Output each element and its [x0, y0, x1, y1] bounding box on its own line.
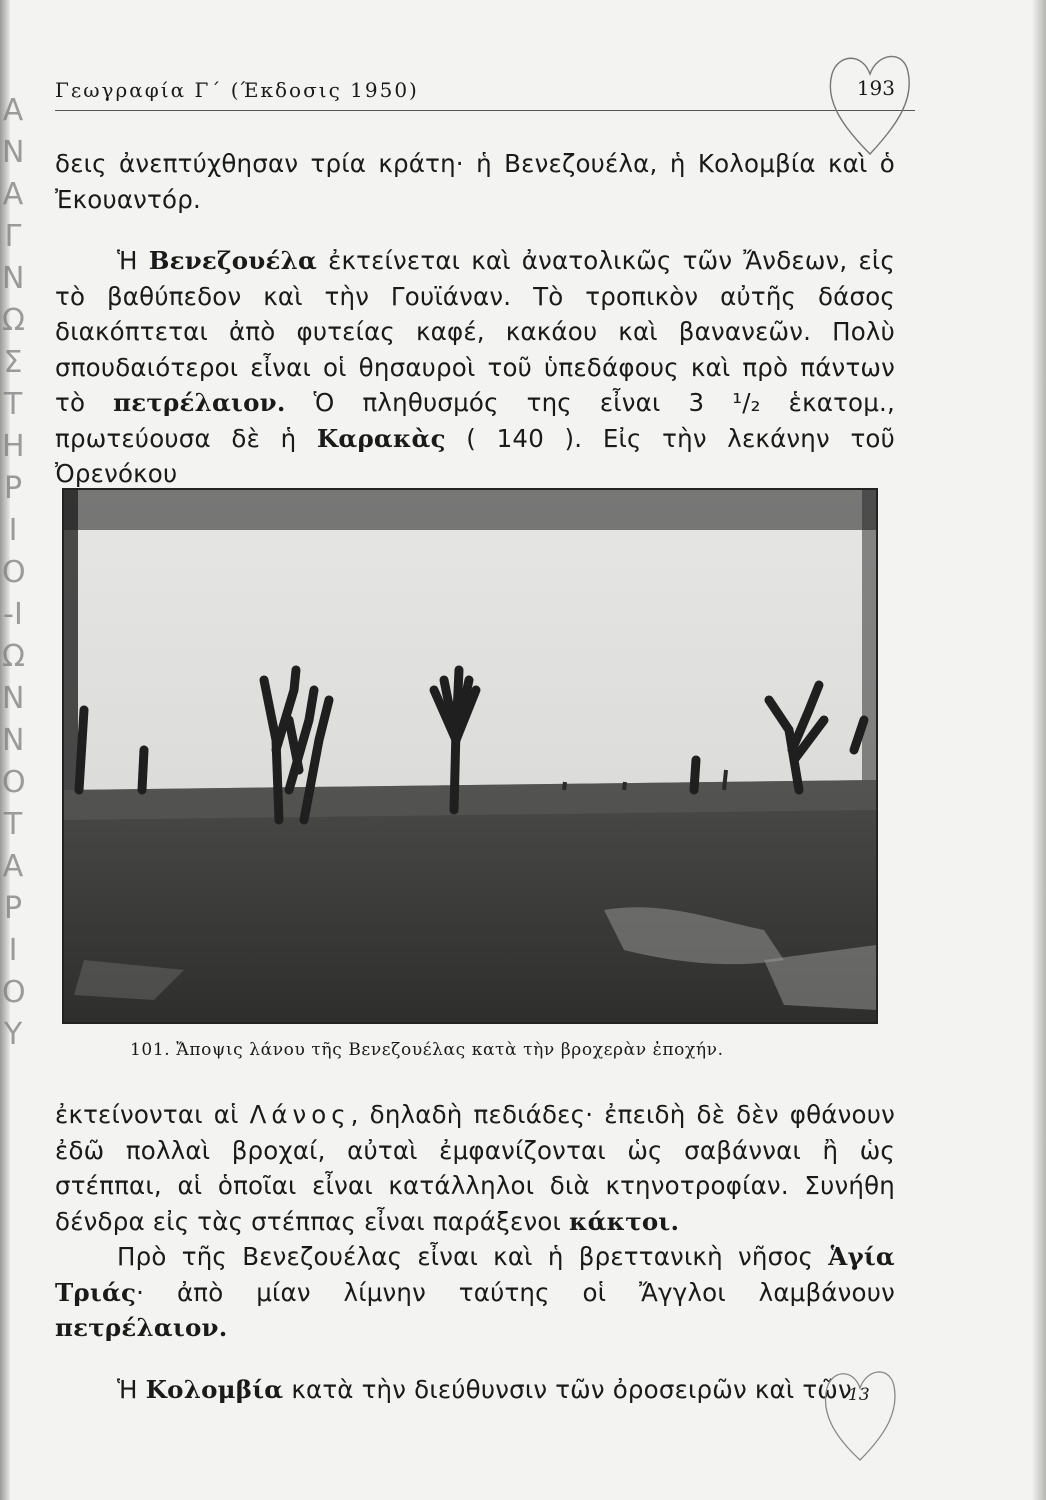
text-run: Πρὸ τῆς Βενεζουέλας εἶναι καὶ ἡ βρεττανικὴ νῆσος	[117, 1242, 829, 1271]
text-run: κατὰ τὴν διεύθυνσιν τῶν ὀροσειρῶν καὶ τῶν	[283, 1374, 852, 1404]
text-run: , δηλαδὴ πεδιάδες· ἐπειδὴ δὲ δὲν φθάνουν ἐδῶ πολλαὶ βροχαί, αὐταὶ ἐμφανίζονται ὡς σαβάνναι ἢ ὡς στέππαι, αἱ ὁποῖαι εἶναι κατάλληλοι διὰ κτηνοτροφίαν. Συνήθη δένδρα εἰς τὰς στέππας εἶναι παράξενοι	[55, 1100, 895, 1236]
term-caracas: Καρακὰς	[316, 423, 446, 453]
photo-llanos-venezuela	[62, 488, 878, 1024]
paragraph-trinidad	[55, 1239, 895, 1346]
header-title: Γεωγραφία Γ΄ (Έκδοσις 1950)	[55, 78, 419, 102]
handwritten-margin-note: ΑΝΑΓΝΩΣΤΗΡΙΟ-ΙΩΝΝΟΤΑΡΙΟΥ	[2, 93, 26, 1052]
text-run: ἐκτείνονται αἱ	[55, 1100, 250, 1129]
term-venezuela: Βενεζουέλα	[148, 246, 318, 275]
text-run: ἐκτείνεται καὶ ἀνατολικῶς τῶν Ἄνδεων, εἰς τὸ βαθύπεδον καὶ τὴν Γουϊάναν. Τὸ τροπικὸν αὐτῆς δάσος διακόπτεται ἀπὸ φυτείας καφέ, κακάου καὶ βανανεῶν. Πολὺ σπουδαιότεροι εἶναι οἱ θησαυροὶ τοῦ ὑπεδάφους καὶ πρὸ πάντων τὸ	[55, 246, 895, 417]
paragraph-llanos	[55, 1097, 895, 1239]
term-llanos: Λάνος	[249, 1100, 351, 1129]
photo-caption: 101. Ἄποψις λάνου τῆς Βενεζουέλας κατὰ τὴν βροχερὰν ἐποχήν.	[130, 1040, 724, 1060]
term-petroleum: πετρέλαιον.	[113, 388, 286, 417]
term-colombia: Κολομβία	[145, 1374, 284, 1404]
signature-mark: 13	[848, 1385, 870, 1405]
main-text	[55, 146, 895, 492]
paragraph-venezuela	[55, 243, 895, 492]
text-run: Ἡ	[117, 1374, 146, 1404]
page-right-edge-shadow	[1032, 0, 1046, 1500]
paragraph-1: δεις ἀνεπτύχθησαν τρία κράτη· ἡ Βενεζουέλα, ἡ Κολομβία καὶ ὁ Ἐκουαντόρ.	[55, 149, 895, 214]
text-run: ( 140 ). Εἰς τὴν λεκάνην τοῦ Ὀρενόκου	[55, 423, 896, 488]
term-trinidad: Ἁγία Τριάς	[55, 1242, 895, 1307]
term-cacti: κάκτοι.	[569, 1206, 680, 1236]
term-petroleum-2: πετρέλαιον.	[55, 1313, 228, 1342]
running-header	[55, 76, 915, 111]
photo-image	[64, 490, 876, 1022]
text-run: Ὁ πληθυσμός της εἶναι 3 ¹/₂ ἑκατομ., πρωτεύουσα δὲ ἡ	[55, 388, 895, 453]
main-text-continued	[55, 1097, 895, 1407]
page-number: 193	[856, 76, 895, 100]
text-run: Ἡ	[117, 246, 149, 275]
text-run: · ἀπὸ μίαν λίμνην ταύτης οἱ Ἄγγλοι λαμβάνουν	[136, 1277, 895, 1307]
paragraph-colombia	[55, 1372, 895, 1408]
